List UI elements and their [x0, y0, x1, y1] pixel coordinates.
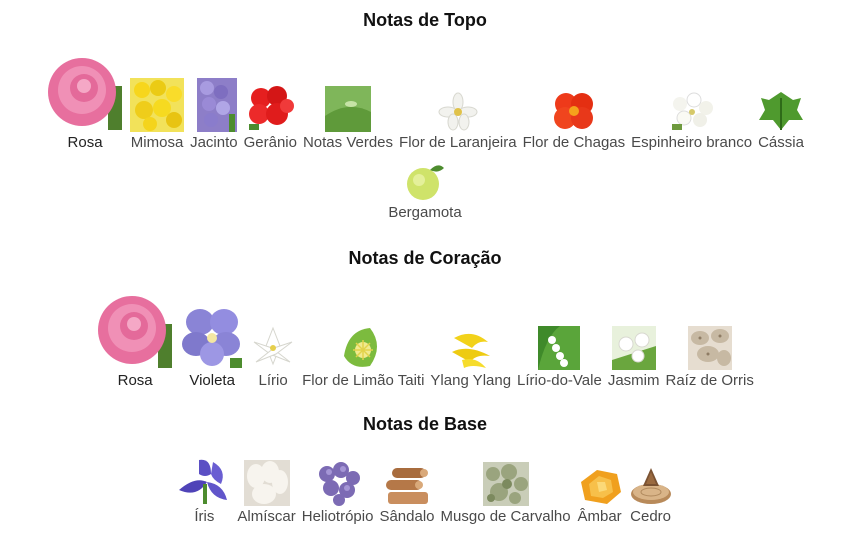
note-lirio-do-vale: [517, 326, 602, 389]
note-label: Ylang Ylang: [430, 372, 512, 389]
notes-row-base: [0, 456, 850, 525]
note-label: Musgo de Carvalho: [440, 508, 571, 525]
orange-blossom-icon: [435, 92, 481, 132]
hyacinth-icon: [191, 78, 237, 132]
note-almiscar: [237, 460, 295, 525]
notes-row-heart: [0, 294, 850, 389]
note-lirio: [250, 324, 296, 389]
note-label: Almíscar: [237, 508, 296, 525]
lime-blossom-icon: [340, 326, 386, 370]
note-label: Notas Verdes: [302, 134, 394, 151]
note-rosa-heart: [96, 294, 174, 389]
green-leaf-icon: [325, 86, 371, 132]
musk-icon: [244, 460, 290, 506]
hawthorn-icon: [670, 92, 714, 132]
notes-row-top-2: [0, 162, 850, 221]
note-musgo-de-carvalho: [441, 462, 571, 525]
orris-root-icon: [688, 326, 732, 370]
note-label: Lírio-do-Vale: [517, 372, 602, 389]
note-label: Violeta: [189, 372, 235, 389]
note-label: Gerânio: [243, 134, 297, 151]
lily-icon: [250, 324, 296, 370]
note-label: Bergamota: [388, 204, 462, 221]
iris-icon: [177, 456, 231, 506]
note-iris: [177, 456, 231, 525]
note-label: Jasmim: [607, 372, 660, 389]
note-raiz-de-orris: [665, 326, 753, 389]
note-bergamota: [388, 162, 461, 221]
note-label: Íris: [194, 508, 215, 525]
amber-icon: [577, 466, 623, 506]
section-title-base: Notas de Base: [362, 414, 488, 434]
note-cedro: [629, 464, 673, 525]
note-jasmim: [608, 326, 660, 389]
section-title-top: Notas de Topo: [363, 10, 487, 30]
note-flor-de-laranjeira: [399, 92, 517, 151]
note-heliotropio: [302, 462, 374, 525]
note-label: Âmbar: [577, 508, 622, 525]
note-label: Cássia: [758, 134, 804, 151]
note-label: Espinheiro branco: [631, 134, 753, 151]
rose-icon: [96, 294, 174, 370]
oakmoss-icon: [483, 462, 529, 506]
note-label: Cedro: [630, 508, 672, 525]
mimosa-icon: [130, 78, 184, 132]
note-sandalo: [379, 464, 434, 525]
note-label: Flor de Limão Taiti: [302, 372, 425, 389]
note-espinheiro-branco: [631, 92, 752, 151]
note-label: Heliotrópio: [301, 508, 374, 525]
note-flor-de-chagas: [523, 90, 626, 151]
cedar-icon: [629, 464, 673, 506]
note-flor-de-limao-taiti: [302, 326, 424, 389]
note-ylang-ylang: [430, 330, 511, 389]
note-label: Flor de Chagas: [522, 134, 626, 151]
geranium-icon: [245, 84, 295, 132]
bergamot-icon: [404, 162, 446, 202]
note-label: Mimosa: [130, 134, 184, 151]
note-label: Sândalo: [379, 508, 435, 525]
note-label: Rosa: [117, 372, 153, 389]
cassia-leaf-icon: [759, 90, 803, 132]
note-mimosa: [130, 78, 184, 151]
note-label: Rosa: [67, 134, 103, 151]
section-title-heart: Notas de Coração: [348, 248, 502, 268]
note-label: Jacinto: [190, 134, 238, 151]
rose-icon: [46, 56, 124, 132]
note-geranio: [244, 84, 297, 151]
violet-icon: [180, 304, 244, 370]
ylang-ylang-icon: [448, 330, 494, 370]
note-notas-verdes: [303, 86, 393, 151]
nasturtium-icon: [551, 90, 597, 132]
note-ambar: [577, 466, 623, 525]
lily-of-the-valley-icon: [538, 326, 580, 370]
note-jacinto: [190, 78, 238, 151]
note-violeta: [180, 304, 244, 389]
note-rosa: [46, 56, 124, 151]
sandalwood-icon: [384, 464, 430, 506]
jasmine-icon: [612, 326, 656, 370]
heliotrope-icon: [315, 462, 361, 506]
note-label: Lírio: [258, 372, 288, 389]
notes-row-top-1: [0, 56, 850, 151]
note-label: Raíz de Orris: [665, 372, 754, 389]
note-label: Flor de Laranjeira: [399, 134, 517, 151]
note-cassia: [758, 90, 804, 151]
